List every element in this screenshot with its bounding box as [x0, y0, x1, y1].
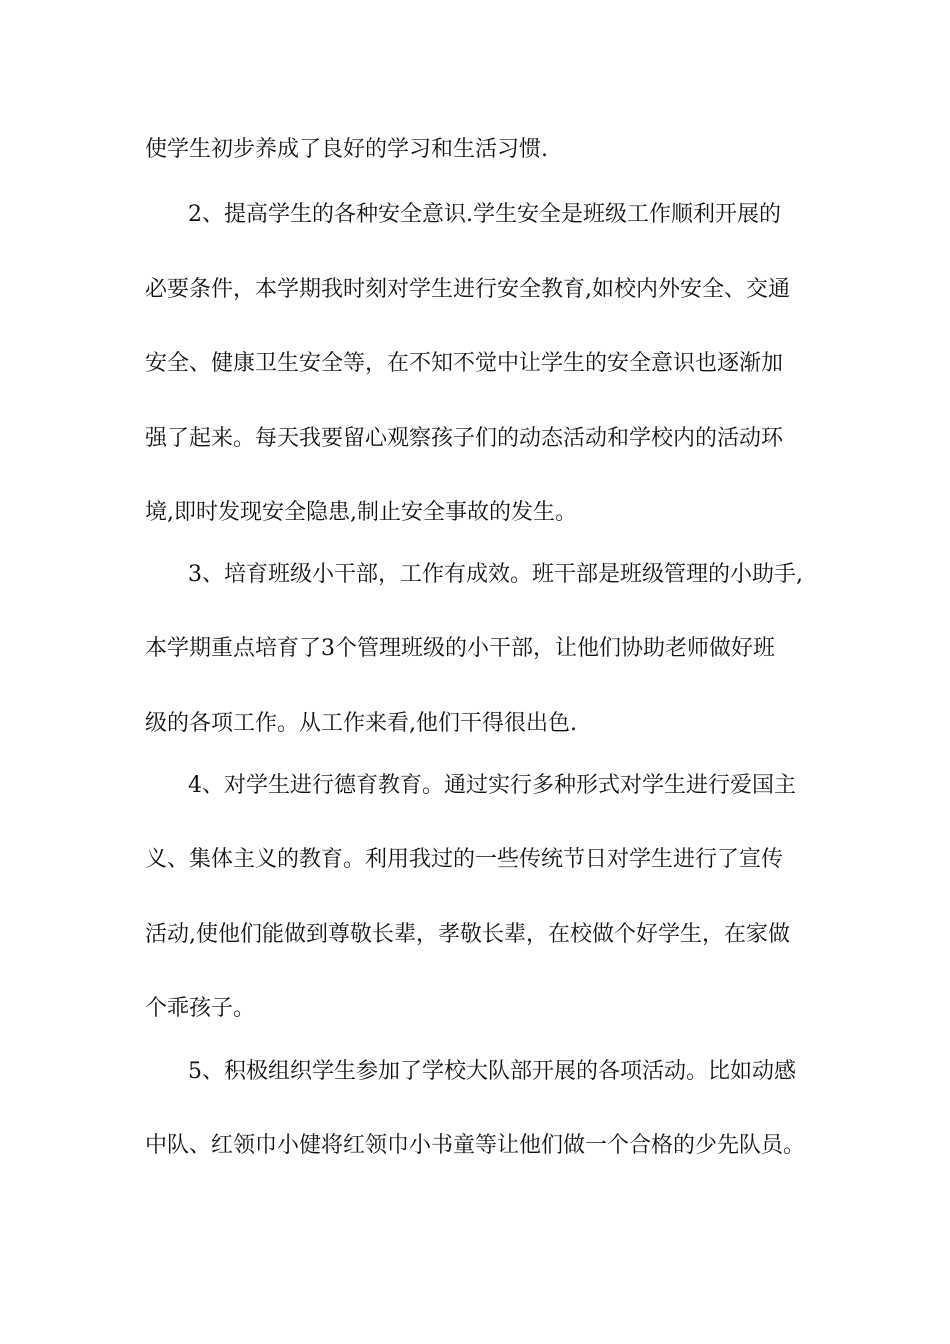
text-line: 安全、健康卫生安全等，在不知不觉中让学生的安全意识也逐渐加 [145, 351, 784, 376]
text-line: 境,即时发现安全隐患,制止安全事故的发生。 [145, 500, 577, 525]
text-line: 本学期重点培育了3个管理班级的小干部，让他们协助老师做好班 [145, 636, 775, 661]
text-line: 使学生初步养成了良好的学习和生活习惯. [145, 137, 548, 162]
text-line: 义、集体主义的教育。利用我过的一些传统节日对学生进行了宣传 [145, 847, 784, 872]
text-line: 级的各项工作。从工作来看,他们干得很出色. [145, 711, 577, 736]
text-line: 强了起来。每天我要留心观察孩子们的动态活动和学校内的活动环 [145, 426, 784, 451]
text-line: 活动,使他们能做到尊敬长辈，孝敬长辈，在校做个好学生，在家做 [145, 922, 790, 947]
text-line: 中队、红领巾小健将红领巾小书童等让他们做一个合格的少先队员。 [145, 1133, 806, 1158]
text-line: 个乖孩子。 [145, 996, 256, 1021]
paragraph-2-start: 2、提高学生的各种安全意识.学生安全是班级工作顺利开展的 [188, 202, 781, 227]
paragraph-5-start: 5、积极组织学生参加了学校大队部开展的各项活动。比如动感 [188, 1059, 796, 1084]
text-line: 必要条件，本学期我时刻对学生进行安全教育,如校内外安全、交通 [145, 277, 790, 302]
paragraph-4-start: 4、对学生进行德育教育。通过实行多种形式对学生进行爱国主 [188, 773, 796, 798]
paragraph-3-start: 3、培育班级小干部，工作有成效。班干部是班级管理的小助手, [188, 562, 803, 587]
